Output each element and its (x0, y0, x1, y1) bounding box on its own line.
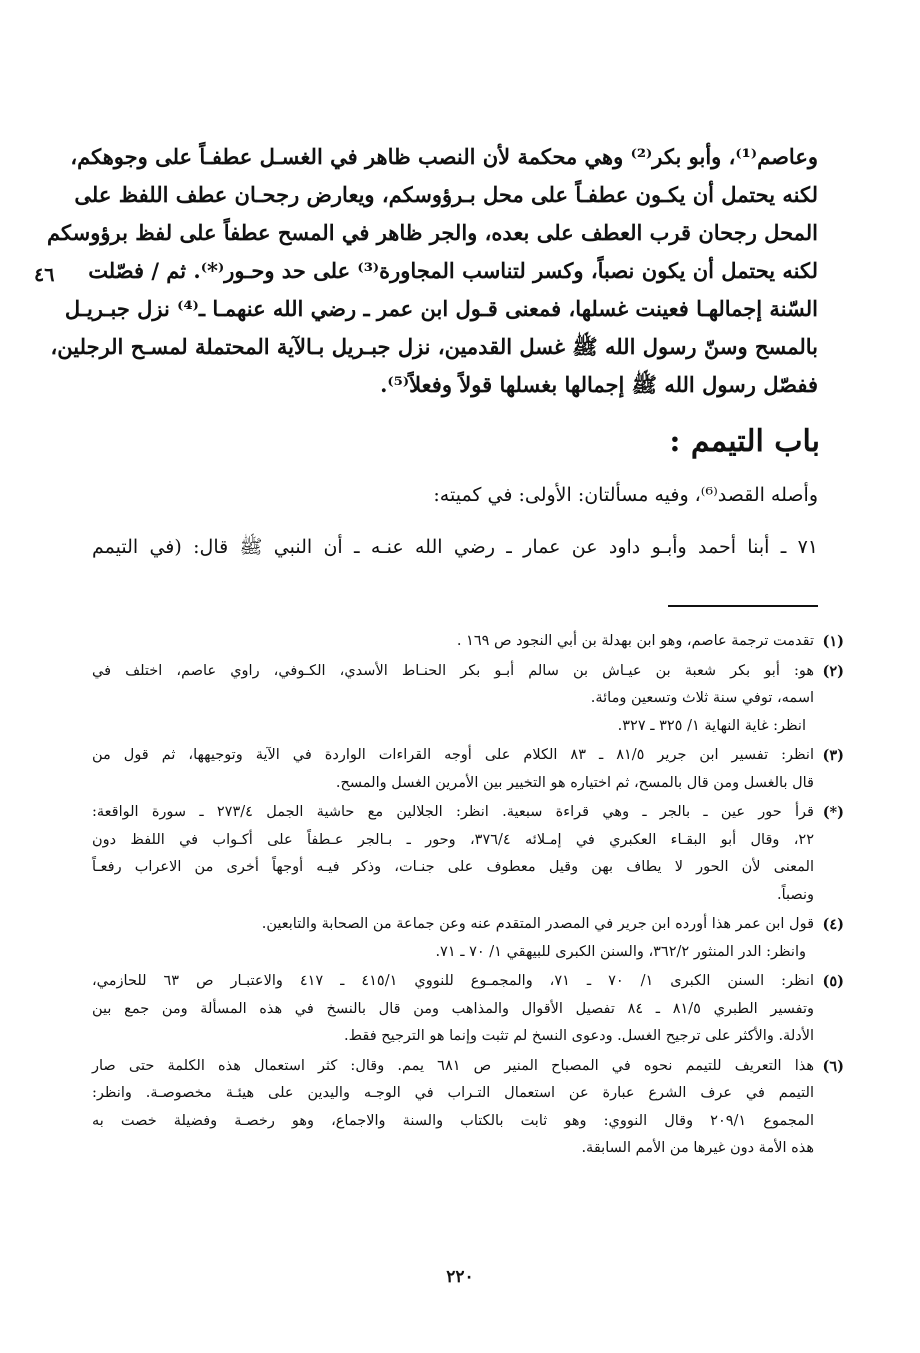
footnote-line: انظر: تفسير ابن جرير ٨١/٥ ـ ٨٣ الكلام على أوجه القراءات الواردة في الآية وتوجيهها، ثم قول من (92, 747, 814, 763)
text-line: السّنة إجمالهـا فعينت غسلها، فمعنى قـول ابن عمر ـ رضي الله عنهمـا ـ⁽⁴⁾ نزل جبـريـل (64, 296, 818, 321)
text-line: بالمسح وسنّ رسول الله ﷺ غسل القدمين، نزل جبـريل بـالآية المحتملة لمسـح الرجلين، (50, 334, 818, 359)
footnote-number: (٥) (822, 973, 844, 990)
footnote-line: انظر: غاية النهاية ١/ ٣٢٥ ـ ٣٢٧. (617, 717, 806, 734)
text-line: ففصّل رسول الله ﷺ إجمالها بغسلها قولاً وفعلاً⁽⁵⁾. (380, 372, 818, 397)
text-line: لكنه يحتمل أن يكـون عطفـاً على محل بـرؤوسكم، ويعارض رجحـان عطف اللفظ على (74, 182, 818, 207)
footnote (92, 628, 844, 656)
footnote-number: (٢) (822, 662, 844, 680)
text-line: وعاصم⁽¹⁾، وأبو بكر⁽²⁾ وهي محكمة لأن النصب ظاهر في الغسـل عطفـاً على وجوهكم، (70, 144, 818, 169)
footnote-line: ٢٢، وقال أبو البقـاء العكبري في إمـلائه ٣٧٦/٤، وحور ـ بـالجر عـطفاً على أكـواب في اللفظ دون (92, 831, 814, 848)
hadith-paragraph: ٧١ ـ أبنا أحمد وأبـو داود عن عمار ـ رضي الله عنـه ـ أن النبي ﷺ قال: (في التيمم (92, 536, 818, 558)
footnote-number: (*) (822, 804, 844, 821)
footnote (92, 1053, 844, 1163)
footnote-line: قول ابن عمر هذا أورده ابن جرير في المصدر المتقدم عنه وعن جماعة من الصحابة والتابعين. (261, 916, 814, 932)
footnote-line: اسمه، توفي سنة ثلاث وتسعين ومائة. (590, 690, 814, 706)
footnote-line: ونصباً. (776, 886, 814, 903)
footnote (92, 658, 844, 741)
footnote-line: وتفسير الطبري ٨١/٥ ـ ٨٤ تفصيل الأقوال والمذاهب ومن قال بالنسخ في هذه المسألة ومن جمع بين (92, 1000, 815, 1017)
footnote-line: قال بالغسل ومن قال بالمسح، ثم اختياره هو التخيير بين الأمرين الغسل والمسح. (335, 774, 814, 791)
footnote-line: المعنى لأن الحور لا يطاف بهن وقيل معطوف على جنـات، وذكر فيـه أوجهاً أخرى من الاعراب رفعـاً (92, 859, 814, 875)
footnote-line: التيمم في عرف الشرع عبارة عن استعمال التـراب في الوجـه واليدين على هيئـة مخصوصـة. وانظر: (92, 1085, 814, 1101)
margin-page-reference: ٤٦ (34, 264, 55, 286)
text-line: المحل رجحان قرب العطف على بعده، والجر ظاهر في المسح عطفاً على لفظ برؤوسكم (47, 220, 818, 245)
footnote-number: (٤) (822, 916, 844, 933)
footnotes (92, 628, 844, 1163)
footnote-line: هذا التعريف للتيمم نحوه في المصباح المنير ص ٦٨١ يمم. وقال: كثر استعمال هذه الكلمة حتى صار (92, 1057, 814, 1074)
footnote-line: تقدمت ترجمة عاصم، وهو ابن بهدلة بن أبي النجود ص ١٦٩ . (456, 633, 814, 649)
footnote-line: هو: أبو بكر شعبة بن عيـاش بن سالم أبـو بكر الحنـاط الأسدي، الكـوفي، راوي عاصم، اختلف في (92, 662, 814, 679)
footnote-line: انظر: السنن الكبرى ١/ ٧٠ ـ ٧١، والمجمـوع للنووي ٤١٥/١ ـ ٤١٧ والاعتبـار ص ٦٣ للحازمي، (92, 973, 814, 989)
footnote-line: المجموع ٢٠٩/١ وقال النووي: وهو ثابت بالكتاب والسنة والاجماع، وهو رخصـة وفضيلة خصت به (92, 1112, 815, 1129)
footnote (92, 742, 844, 797)
main-text (47, 138, 818, 404)
text-line: لكنه يحتمل أن يكون نصباً، وكسر لتناسب المجاورة⁽³⁾ على حد وحـور⁽*⁾. ثم / فصّلت (88, 258, 818, 283)
footnote-separator (668, 605, 818, 607)
footnote-line: وانظر: الدر المنثور ٣٦٢/٢، والسنن الكبرى للبيهقي ١/ ٧٠ ـ ٧١. (435, 943, 806, 960)
footnote-line: قرأ حور عين ـ بالجر ـ وهي قراءة سبعية. انظر: الجلالين مع حاشية الجمل ٢٧٣/٤ ـ سورة الواقعة: (92, 804, 814, 820)
footnote (92, 799, 844, 909)
footnote-line: هذه الأمة دون غيرها من الأمم السابقة. (581, 1140, 814, 1156)
footnote-number: (١) (822, 633, 844, 650)
page-number: ٢٢٠ (446, 1267, 474, 1287)
footnote-number: (٦) (822, 1057, 844, 1075)
footnote-number: (٣) (822, 747, 844, 764)
footnote (92, 968, 844, 1051)
intro-paragraph: وأصله القصد⁽⁶⁾، وفيه مسألتان: الأولى: في كميته: (433, 484, 818, 506)
footnote (92, 911, 844, 966)
footnote-line: الأدلة. والأكثر على ترجيح الغسل. ودعوى النسخ لم تثبت وإنما هو الترجيح فقط. (343, 1028, 814, 1044)
chapter-heading: باب التيمم : (669, 424, 820, 459)
